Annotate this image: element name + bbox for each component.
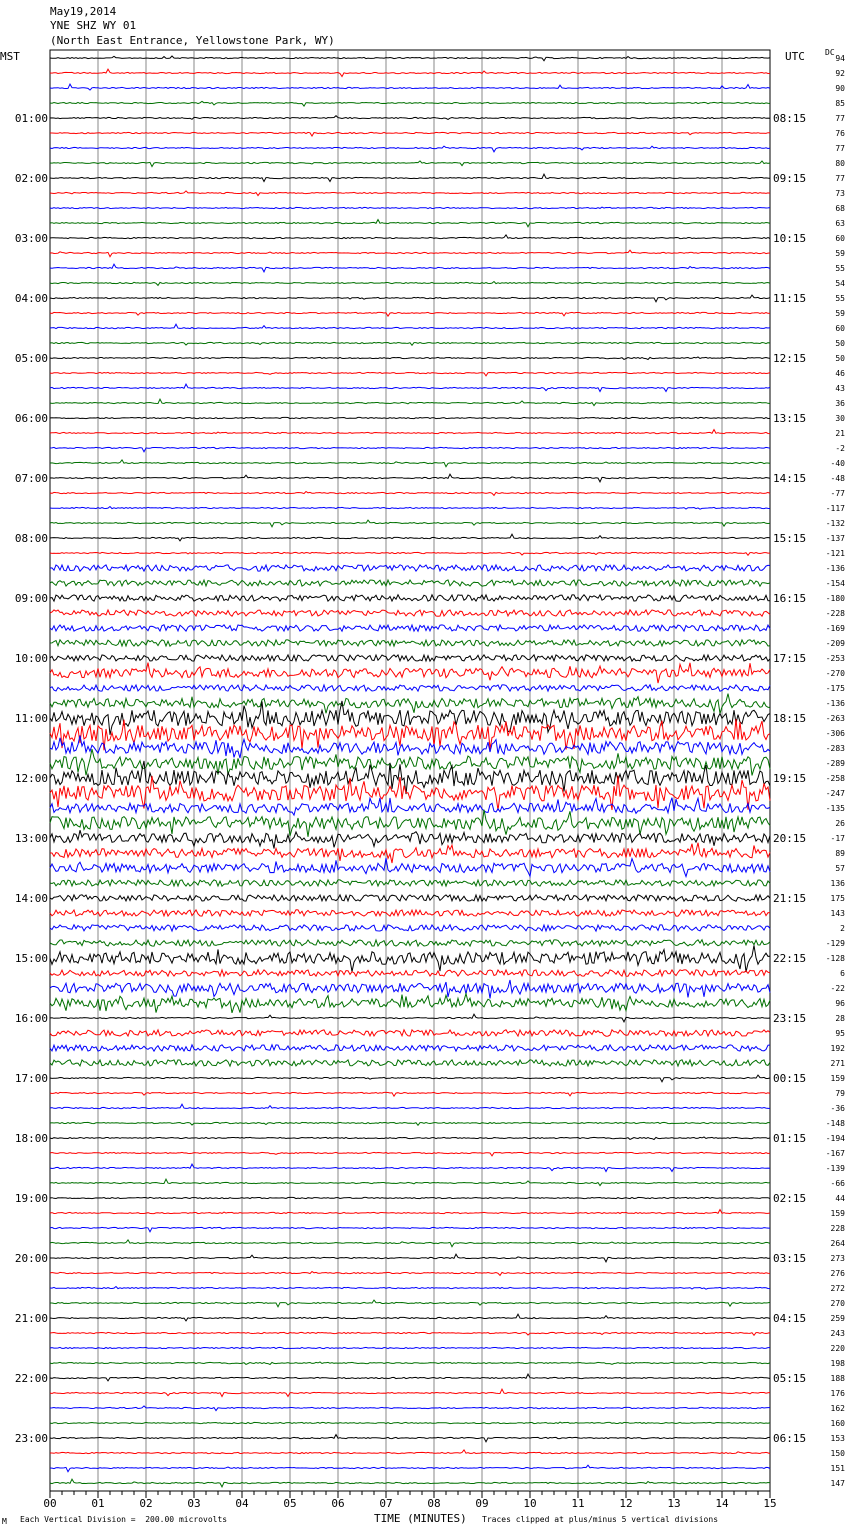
trace-line [50,417,770,418]
x-tick-label: 14 [715,1497,729,1510]
trace-line [50,1240,770,1247]
trace-line [50,1389,770,1396]
dc-offset-label: 270 [830,1299,845,1308]
trace-line [50,843,770,863]
utc-time-label: 19:15 [773,772,807,785]
utc-time-label: 17:15 [773,652,807,665]
trace-line [50,736,770,759]
x-tick-label: 10 [523,1497,537,1510]
trace-line [50,1332,770,1335]
trace-line [50,384,770,391]
trace-line [50,1272,770,1276]
trace-line [50,507,770,510]
dc-offset-label: -148 [825,1119,845,1128]
corner-mark: M [2,1517,7,1526]
dc-offset-label: 57 [835,864,845,873]
utc-time-label: 05:15 [773,1372,807,1385]
x-tick-label: 15 [763,1497,777,1510]
dc-offset-label: 160 [830,1419,845,1428]
trace-line [50,312,770,316]
dc-offset-label: 76 [835,129,845,138]
dc-offset-label: 175 [830,894,845,903]
trace-line [50,1137,770,1140]
utc-time-label: 20:15 [773,832,807,845]
dc-offset-label: 44 [835,1194,845,1203]
dc-label: DC [825,48,835,57]
trace-line [50,1075,770,1082]
trace-line [50,994,770,1013]
header-station: YNE SHZ WY 01 [50,19,137,32]
dc-offset-label: 63 [835,219,845,228]
trace-line [50,1210,770,1214]
x-tick-label: 08 [427,1497,441,1510]
mst-time-label: 09:00 [14,592,48,605]
mst-time-label: 11:00 [14,712,48,725]
dc-offset-label: -283 [825,744,845,753]
mst-time-label: 01:00 [14,112,48,125]
mst-time-label: 13:00 [14,832,48,845]
dc-offset-label: -169 [825,624,845,633]
dc-offset-label: -136 [825,699,845,708]
mst-time-label: 18:00 [14,1132,48,1145]
trace-line [50,580,770,586]
trace-line [50,372,770,376]
trace-line [50,56,770,61]
utc-time-label: 00:15 [773,1072,807,1085]
dc-offset-label: 28 [835,1014,845,1023]
x-tick-label: 04 [235,1497,249,1510]
dc-offset-label: 198 [830,1359,845,1368]
x-tick-label: 05 [283,1497,297,1510]
trace-line [50,798,770,815]
mst-time-label: 14:00 [14,892,48,905]
trace-line [50,1300,770,1307]
dc-offset-label: 68 [835,204,845,213]
trace-line [50,207,770,209]
trace-line [50,625,770,631]
trace-line [50,1362,770,1365]
dc-offset-label: 85 [835,99,845,108]
utc-time-label: 12:15 [773,352,807,365]
dc-offset-label: 43 [835,384,845,393]
trace-line [50,810,770,837]
mst-time-label: 03:00 [14,232,48,245]
utc-time-label: 08:15 [773,112,807,125]
trace-line [50,250,770,257]
dc-offset-label: 153 [830,1434,845,1443]
dc-offset-label: 77 [835,144,845,153]
dc-offset-label: -77 [830,489,845,498]
dc-offset-label: -128 [825,954,845,963]
dc-offset-label: 94 [835,54,845,63]
trace-line [50,940,770,946]
trace-line [50,1227,770,1231]
x-tick-label: 00 [43,1497,57,1510]
trace-line [50,880,770,886]
mst-time-label: 22:00 [14,1372,48,1385]
trace-line [50,430,770,434]
mst-time-label: 02:00 [14,172,48,185]
trace-line [50,595,770,601]
utc-time-label: 13:15 [773,412,807,425]
trace-line [50,132,770,136]
x-tick-label: 06 [331,1497,345,1510]
x-tick-label: 11 [571,1497,585,1510]
dc-offset-label: 89 [835,849,845,858]
trace-line [50,945,770,972]
trace-line [50,264,770,272]
dc-offset-label: 59 [835,249,845,258]
dc-offset-label: 50 [835,339,845,348]
trace-line [50,69,770,76]
trace-line [50,694,770,714]
dc-offset-label: -40 [830,459,845,468]
trace-line [50,357,770,360]
trace-line [50,1197,770,1198]
x-axis-title: TIME (MINUTES) [374,1512,467,1525]
dc-offset-label: -306 [825,729,845,738]
dc-offset-label: 228 [830,1224,845,1233]
mst-time-label: 05:00 [14,352,48,365]
dc-offset-label: 92 [835,69,845,78]
trace-line [50,749,770,775]
dc-offset-label: -136 [825,564,845,573]
dc-offset-label: 80 [835,159,845,168]
utc-time-label: 11:15 [773,292,807,305]
trace-line [50,910,770,916]
trace-line [50,1465,770,1472]
scale-note: Each Vertical Division = 200.00 microvolts [20,1515,228,1524]
x-tick-label: 09 [475,1497,489,1510]
dc-offset-label: -2 [835,444,845,453]
dc-offset-label: -121 [825,549,845,558]
trace-line [50,399,770,406]
trace-line [50,295,770,302]
trace-line [50,1179,770,1186]
dc-offset-label: -132 [825,519,845,528]
utc-time-label: 02:15 [773,1192,807,1205]
trace-line [50,235,770,239]
trace-line [50,1287,770,1290]
header-date: May19,2014 [50,5,117,18]
utc-time-label: 14:15 [773,472,807,485]
trace-line [50,685,770,691]
utc-time-label: 21:15 [773,892,807,905]
trace-line [50,610,770,616]
mst-time-label: 06:00 [14,412,48,425]
dc-offset-label: -270 [825,669,845,678]
trace-line [50,191,770,196]
plot-frame [50,50,770,1491]
mst-time-label: 19:00 [14,1192,48,1205]
trace-line [50,1406,770,1411]
trace-line [50,1450,770,1454]
utc-time-label: 23:15 [773,1012,807,1025]
utc-time-label: 06:15 [773,1432,807,1445]
mst-time-label: 17:00 [14,1072,48,1085]
trace-line [50,1014,770,1022]
dc-offset-label: 55 [835,264,845,273]
clip-note: Traces clipped at plus/minus 5 vertical divisions [482,1515,719,1524]
dc-offset-label: -253 [825,654,845,663]
dc-offset-label: -247 [825,789,845,798]
trace-line [50,1479,770,1487]
dc-offset-label: -154 [825,579,845,588]
dc-offset-label: 77 [835,174,845,183]
dc-offset-label: 2 [840,924,845,933]
dc-offset-label: 60 [835,234,845,243]
mst-time-label: 23:00 [14,1432,48,1445]
right-zone-label: UTC [785,50,805,63]
dc-offset-label: 273 [830,1254,845,1263]
dc-offset-label: 55 [835,294,845,303]
dc-offset-label: 21 [835,429,845,438]
dc-offset-label: -48 [830,474,845,483]
trace-line [50,1347,770,1348]
dc-offset-label: 90 [835,84,845,93]
dc-offset-label: 176 [830,1389,845,1398]
trace-line [50,101,770,106]
dc-offset-label: 95 [835,1029,845,1038]
trace-line [50,970,770,976]
dc-offset-label: -36 [830,1104,845,1113]
dc-offset-label: -194 [825,1134,845,1143]
dc-offset-label: 192 [830,1044,845,1053]
trace-line [50,1254,770,1262]
dc-offset-label: -258 [825,774,845,783]
dc-offset-label: 162 [830,1404,845,1413]
dc-offset-label: 272 [830,1284,845,1293]
dc-offset-label: 150 [830,1449,845,1458]
trace-line [50,520,770,527]
trace-line [50,447,770,451]
dc-offset-label: -228 [825,609,845,618]
dc-offset-label: -175 [825,684,845,693]
dc-offset-label: 147 [830,1479,845,1488]
utc-time-label: 15:15 [773,532,807,545]
dc-offset-label: 30 [835,414,845,423]
trace-line [50,980,770,998]
utc-time-label: 03:15 [773,1252,807,1265]
dc-offset-label: -139 [825,1164,845,1173]
dc-offset-label: 96 [835,999,845,1008]
trace-line [50,1060,770,1066]
x-tick-label: 03 [187,1497,201,1510]
trace-line [50,640,770,646]
dc-offset-label: -135 [825,804,845,813]
dc-offset-label: 50 [835,354,845,363]
trace-line [50,474,770,482]
dc-offset-label: 151 [830,1464,845,1473]
dc-offset-label: -66 [830,1179,845,1188]
mst-time-label: 15:00 [14,952,48,965]
dc-offset-label: 59 [835,309,845,318]
dc-offset-label: 243 [830,1329,845,1338]
dc-offset-label: 36 [835,399,845,408]
trace-line [50,830,770,848]
mst-time-label: 12:00 [14,772,48,785]
trace-line [50,1104,770,1109]
header-location: (North East Entrance, Yellowstone Park, WY) [50,34,335,47]
trace-line [50,1435,770,1442]
utc-time-label: 16:15 [773,592,807,605]
dc-offset-label: 54 [835,279,845,288]
dc-offset-label: 26 [835,819,845,828]
trace-line [50,161,770,167]
trace-line [50,324,770,329]
dc-offset-label: 46 [835,369,845,378]
left-zone-label: MST [0,50,20,63]
trace-line [50,146,770,152]
trace-line [50,552,770,555]
trace-line [50,858,770,877]
x-tick-label: 13 [667,1497,681,1510]
trace-line [50,663,770,684]
trace-line [50,1314,770,1321]
dc-offset-label: 136 [830,879,845,888]
dc-offset-label: 220 [830,1344,845,1353]
trace-line [50,116,770,120]
dc-offset-label: 259 [830,1314,845,1323]
utc-time-label: 01:15 [773,1132,807,1145]
dc-offset-label: 271 [830,1059,845,1068]
trace-line [50,492,770,496]
trace-line [50,1422,770,1424]
dc-offset-label: 276 [830,1269,845,1278]
utc-time-label: 04:15 [773,1312,807,1325]
dc-offset-label: -22 [830,984,845,993]
trace-line [50,534,770,541]
trace-line [50,84,770,90]
mst-time-label: 04:00 [14,292,48,305]
mst-time-label: 21:00 [14,1312,48,1325]
mst-time-label: 20:00 [14,1252,48,1265]
utc-time-label: 18:15 [773,712,807,725]
trace-line [50,565,770,571]
dc-offset-label: -17 [830,834,845,843]
dc-offset-label: 60 [835,324,845,333]
dc-offset-label: 77 [835,114,845,123]
x-tick-label: 01 [91,1497,105,1510]
dc-offset-label: 159 [830,1209,845,1218]
trace-line [50,1152,770,1156]
dc-offset-label: -167 [825,1149,845,1158]
trace-line [50,342,770,345]
dc-offset-label: -129 [825,939,845,948]
mst-time-label: 08:00 [14,532,48,545]
trace-line [50,925,770,931]
dc-offset-label: -289 [825,759,845,768]
mst-time-label: 07:00 [14,472,48,485]
dc-offset-label: 264 [830,1239,845,1248]
dc-offset-label: -180 [825,594,845,603]
trace-line [50,655,770,661]
dc-offset-label: 6 [840,969,845,978]
dc-offset-label: -209 [825,639,845,648]
x-tick-label: 02 [139,1497,153,1510]
dc-offset-label: -137 [825,534,845,543]
dc-offset-label: 188 [830,1374,845,1383]
trace-line [50,220,770,227]
trace-line [50,1374,770,1381]
dc-offset-label: 143 [830,909,845,918]
x-tick-label: 12 [619,1497,633,1510]
trace-line [50,1122,770,1125]
trace-line [50,282,770,286]
utc-time-label: 10:15 [773,232,807,245]
trace-line [50,1045,770,1051]
trace-line [50,460,770,467]
trace-line [50,895,770,901]
mst-time-label: 10:00 [14,652,48,665]
dc-offset-label: -263 [825,714,845,723]
trace-line [50,174,770,181]
trace-line [50,1164,770,1171]
x-tick-label: 07 [379,1497,393,1510]
mst-time-label: 16:00 [14,1012,48,1025]
utc-time-label: 22:15 [773,952,807,965]
dc-offset-label: 159 [830,1074,845,1083]
dc-offset-label: -117 [825,504,845,513]
trace-line [50,1092,770,1096]
trace-line [50,1030,770,1036]
utc-time-label: 09:15 [773,172,807,185]
dc-offset-label: 79 [835,1089,845,1098]
dc-offset-label: 73 [835,189,845,198]
